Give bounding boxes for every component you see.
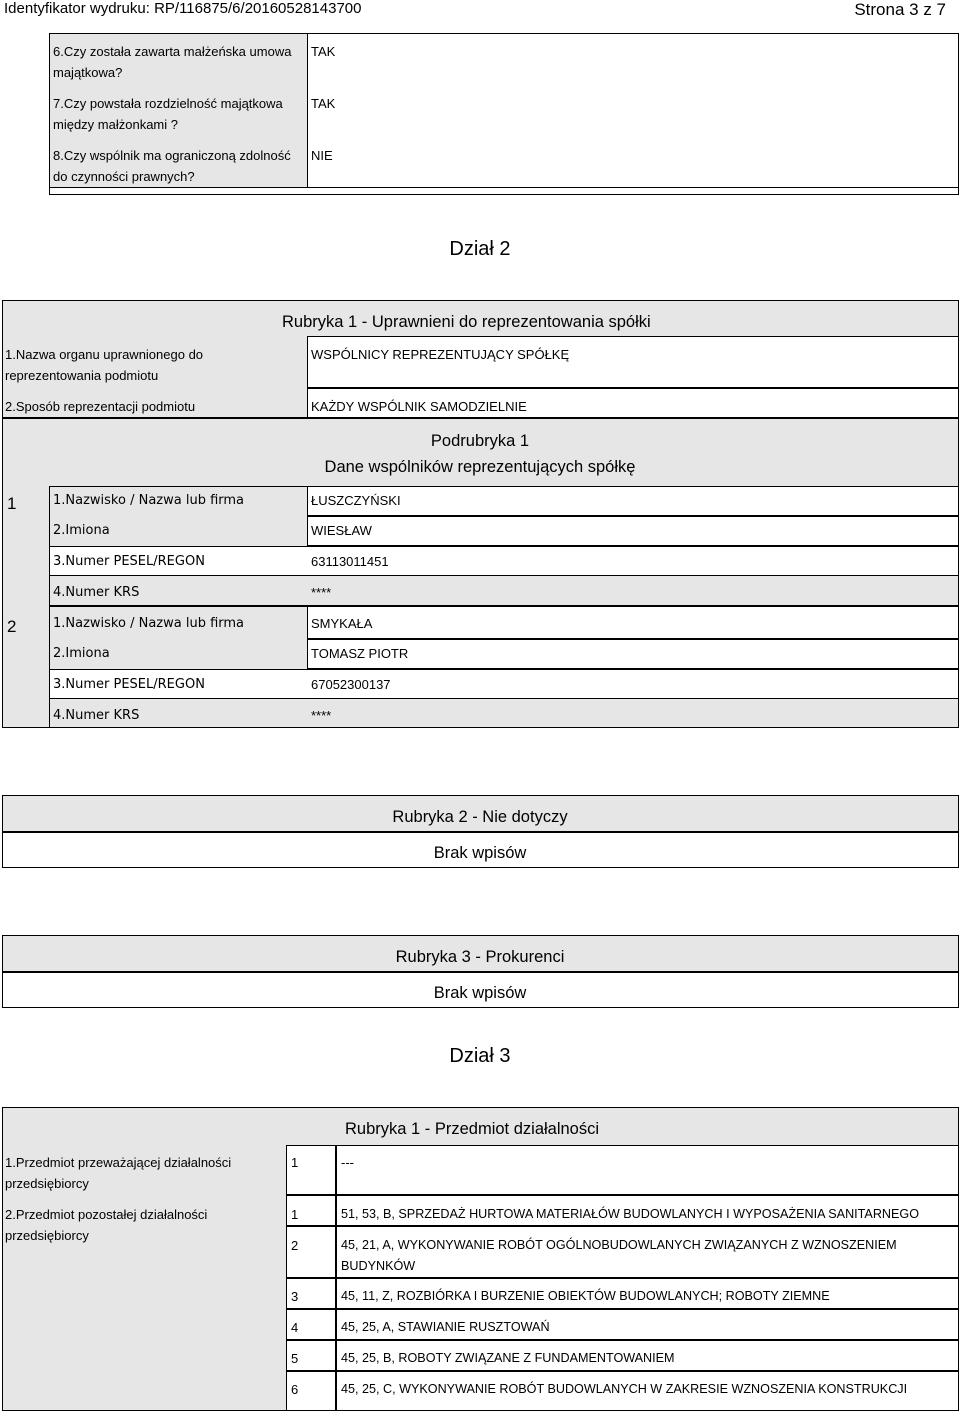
rubryka-2-empty: Brak wpisów <box>433 844 527 862</box>
przedmiot-title: Rubryka 1 - Przedmiot działalności <box>345 1120 600 1138</box>
dzial-2-title: Dział 2 <box>449 238 511 260</box>
pozostaly-label: 2.Przedmiot pozostałej działalności przedsiębiorcy <box>5 1207 208 1243</box>
person-1-pesel: 63113011451 <box>311 554 389 569</box>
top-row-label-8: 8.Czy wspólnik ma ograniczoną zdolność do czynności prawnych? <box>53 148 291 184</box>
pozostaly-no-6: 6 <box>291 1382 299 1397</box>
przewazajacy-value-cell <box>336 1145 959 1195</box>
top-row-value-6: TAK <box>311 44 336 59</box>
top-rows-values <box>307 33 959 188</box>
person-2-nazwisko: SMYKAŁA <box>311 616 373 631</box>
person-1-imiona: WIESŁAW <box>311 523 372 538</box>
person-2-krs-label: 4.Numer KRS <box>53 708 140 723</box>
person-2-nazwisko-label: 1.Nazwisko / Nazwa lub firma <box>53 616 245 631</box>
top-row-label-6: 6.Czy została zawarta małżeńska umowa majątkowa? <box>53 44 292 80</box>
person-1-krs-label: 4.Numer KRS <box>53 585 140 600</box>
person-1-imiona-label: 2.Imiona <box>53 523 110 538</box>
sposob-value: KAŻDY WSPÓLNIK SAMODZIELNIE <box>311 399 527 414</box>
pozostaly-no-4: 4 <box>291 1320 299 1335</box>
person-2-pesel-label: 3.Numer PESEL/REGON <box>53 677 205 692</box>
sposob-label: 2.Sposób reprezentacji podmiotu <box>5 399 196 414</box>
pozostaly-text-5: 45, 25, B, ROBOTY ZWIĄZANE Z FUNDAMENTOWANIEM <box>341 1351 675 1365</box>
rubryka-3-empty: Brak wpisów <box>433 984 527 1002</box>
organ-label: 1.Nazwa organu uprawnionego do reprezentowania podmiotu <box>5 347 204 383</box>
przewazajacy-label: 1.Przedmiot przeważającej działalności przedsiębiorcy <box>5 1155 232 1191</box>
print-header <box>0 0 960 20</box>
pozostaly-no-2: 2 <box>291 1238 299 1253</box>
person-2-nazwisko-cell <box>307 606 959 639</box>
person-1-imiona-cell <box>307 516 959 546</box>
pozostaly-text-3: 45, 11, Z, ROZBIÓRKA I BURZENIE OBIEKTÓW BUDOWLANYCH; ROBOTY ZIEMNE <box>341 1289 830 1303</box>
pozostaly-no-5: 5 <box>291 1351 299 1366</box>
pozostaly-no-1: 1 <box>291 1207 299 1222</box>
person-1-nazwisko: ŁUSZCZYŃSKI <box>311 493 401 508</box>
person-1-pesel-label: 3.Numer PESEL/REGON <box>53 554 205 569</box>
top-row-value-7: TAK <box>311 96 336 111</box>
podrubryka-title: Podrubryka 1 <box>430 432 530 450</box>
dzial-3-title: Dział 3 <box>449 1045 511 1067</box>
rubryka-3-title: Rubryka 3 - Prokurenci <box>395 948 565 966</box>
person-2-imiona: TOMASZ PIOTR <box>311 646 409 661</box>
pozostaly-text-2: 45, 21, A, WYKONYWANIE ROBÓT OGÓLNOBUDOWLANYCH ZWIĄZANYCH Z WZNOSZENIEM BUDYNKÓW <box>341 1238 897 1273</box>
top-row-value-8: NIE <box>311 148 333 163</box>
person-2-pesel: 67052300137 <box>311 677 391 692</box>
person-2-number: 2 <box>7 617 17 636</box>
rubryka-2-title: Rubryka 2 - Nie dotyczy <box>392 808 568 826</box>
top-rows-bottom <box>49 187 959 195</box>
person-1-nazwisko-label: 1.Nazwisko / Nazwa lub firma <box>53 493 245 508</box>
pozostaly-no-3: 3 <box>291 1289 299 1304</box>
pozostaly-text-1: 51, 53, B, SPRZEDAŻ HURTOWA MATERIAŁÓW BUDOWLANYCH I WYPOSAŻENIA SANITARNEGO <box>341 1207 920 1221</box>
pozostaly-text-6: 45, 25, C, WYKONYWANIE ROBÓT BUDOWLANYCH W ZAKRESIE WZNOSZENIA KONSTRUKCJI <box>341 1382 908 1396</box>
podrubryka-subtitle: Dane wspólników reprezentujących spółkę <box>324 458 636 476</box>
rubryka-1-title: Rubryka 1 - Uprawnieni do reprezentowania spółki <box>282 313 651 331</box>
person-1-number: 1 <box>7 494 17 513</box>
page-number: Strona 3 z 7 <box>854 0 946 19</box>
przewazajacy-no: 1 <box>291 1155 299 1170</box>
top-row-label-7: 7.Czy powstała rozdzielność majątkowa między małżonkami ? <box>53 96 283 132</box>
person-1-nazwisko-cell <box>307 486 959 516</box>
pozostaly-text-4: 45, 25, A, STAWIANIE RUSZTOWAŃ <box>341 1320 550 1334</box>
print-id: Identyfikator wydruku: RP/116875/6/20160528143700 <box>4 0 362 17</box>
organ-value: WSPÓLNICY REPREZENTUJĄCY SPÓŁKĘ <box>311 347 570 362</box>
przewazajacy-value: --- <box>341 1155 354 1170</box>
person-1-krs: **** <box>311 585 332 600</box>
person-2-krs: **** <box>311 708 332 723</box>
person-2-imiona-label: 2.Imiona <box>53 646 110 661</box>
